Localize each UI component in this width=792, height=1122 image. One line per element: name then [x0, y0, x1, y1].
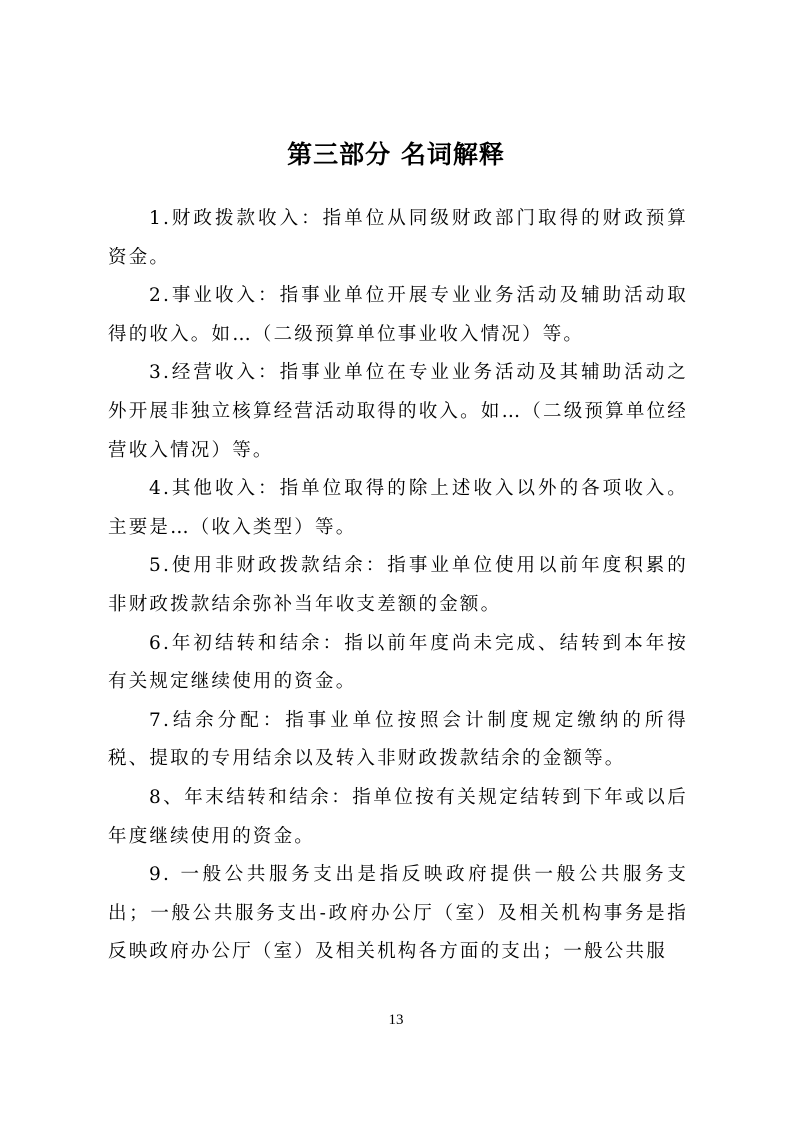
- paragraph-year-end-carryover: 8、年末结转和结余：指单位按有关规定结转到下年或以后年度继续使用的资金。: [108, 786, 688, 847]
- paragraph-other-income: 4.其他收入：指单位取得的除上述收入以外的各项收入。主要是…（收入类型）等。: [108, 478, 688, 538]
- paragraph-non-fiscal-surplus-use: 5.使用非财政拨款结余：指事业单位使用以前年度积累的非财政拨款结余弥补当年收支差额的金额。: [108, 555, 688, 615]
- paragraph-operating-income: 3.经营收入：指事业单位在专业业务活动及其辅助活动之外开展非独立核算经营活动取得的收入。如…（二级预算单位经营收入情况）等。: [108, 362, 688, 461]
- paragraph-business-income: 2.事业收入：指事业单位开展专业业务活动及辅助活动取得的收入。如…（二级预算单位事业收入情况）等。: [108, 285, 688, 345]
- paragraph-surplus-distribution: 7.结余分配：指事业单位按照会计制度规定缴纳的所得税、提取的专用结余以及转入非财政拨款结余的金额等。: [108, 709, 688, 770]
- paragraph-general-public-services: 9. 一般公共服务支出是指反映政府提供一般公共服务支出；一般公共服务支出-政府办公厅（室）及相关机构事务是指反映政府办公厅（室）及相关机构各方面的支出；一般公共服: [108, 864, 688, 963]
- document-body: [108, 200, 688, 972]
- page-title: 第三部分 名词解释: [287, 139, 505, 169]
- paragraph-beginning-carryover: 6.年初结转和结余：指以前年度尚未完成、结转到本年按有关规定继续使用的资金。: [108, 632, 688, 693]
- paragraph-fiscal-appropriation-income: 1.财政拨款收入：指单位从同级财政部门取得的财政预算资金。: [108, 208, 688, 268]
- page-number: 13: [388, 1012, 404, 1028]
